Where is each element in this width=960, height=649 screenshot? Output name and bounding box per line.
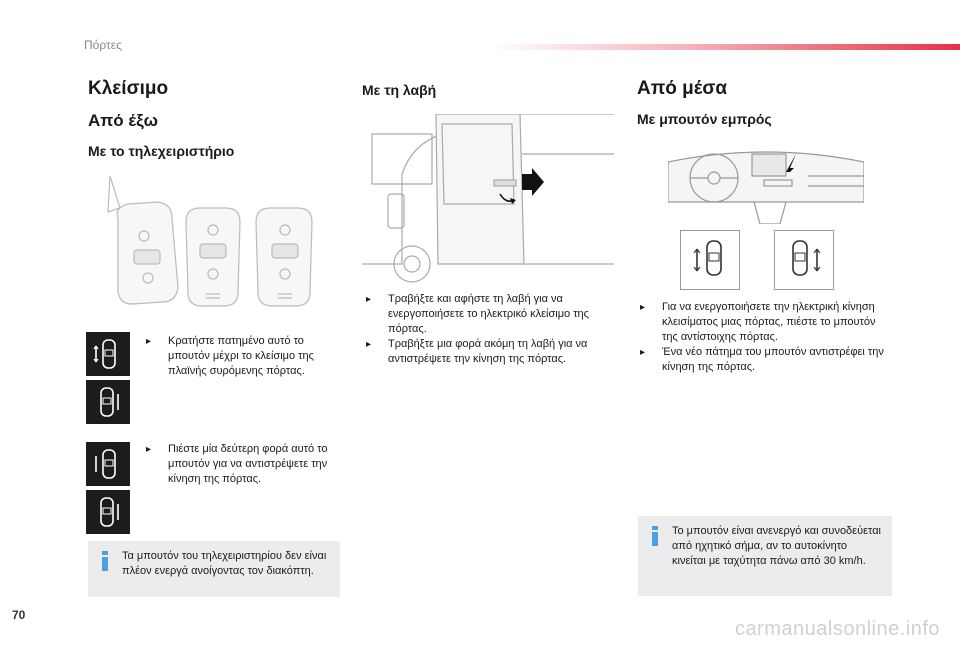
info-icon [650,526,660,546]
info-box-speed: Το μπουτόν είναι ανενεργό και συνοδεύεται από ηχητικό σήμα, αν το αυτοκίνητο κινείται με ταχύτητα πάνω από 30 km/h. [638,516,892,596]
door-handle-illustration [362,114,614,286]
heading-from-inside: Από μέσα [637,78,728,99]
list-item: ▸ Τραβήξτε και αφήστε τη λαβή για να ενεργοποιήσετε το ηλεκτρικό κλείσιμο της πόρτας. [366,293,589,335]
van-side-icon [362,114,614,286]
heading-closing: Κλείσιμο [88,78,169,99]
right-door-button-illustration [774,230,834,290]
section-title: Πόρτες [84,38,122,52]
remote-keys-illustration [88,168,340,318]
right-door-button-icon [775,231,833,289]
sliding-door-open-icon [86,442,130,486]
info-box-remote: Τα μπουτόν του τηλεχειριστηρίου δεν είναι πλέον ενεργά ανοίγοντας τον διακόπτη. [88,541,340,597]
heading-from-outside: Από έξω [88,111,159,130]
page-number: 70 [12,608,26,622]
heading-front-button: Με μπουτόν εμπρός [637,111,772,127]
list-item: ▸ Πιέστε μία δεύτερη φορά αυτό το μπουτόν για να αντιστρέψετε την κίνηση της πόρτας. [146,443,328,485]
dashboard-icon [668,142,864,224]
list-item: ▸ Για να ενεργοποιήσετε την ηλεκτρική κίνηση κλεισίματος μιας πόρτας, πιέστε το μπουτόν της αντίστοιχης πόρτας. [640,301,876,343]
list-item: ▸ Ένα νέο πάτημα του μπουτόν αντιστρέφει την κίνηση της πόρτας. [640,346,884,373]
heading-with-handle: Με τη λαβή [362,82,437,98]
bullet-list-handle [366,292,618,367]
list-item: ▸ Τραβήξτε μια φορά ακόμη τη λαβή για να αντιστρέψετε την κίνηση της πόρτας. [366,338,588,365]
bullet-list-front-button [640,300,892,375]
list-item: ▸ Κρατήστε πατημένο αυτό το μπουτόν μέχρι το κλείσιμο της πλαϊνής συρόμενης πόρτας. [146,335,314,377]
watermark: carmanualsonline.info [734,618,940,640]
left-door-button-illustration [680,230,740,290]
heading-remote-control: Με το τηλεχειριστήριο [88,143,235,159]
header-accent-bar [490,44,960,50]
dashboard-illustration [668,142,864,224]
left-door-button-icon [681,231,739,289]
bullet-list-press-again [146,442,340,487]
sliding-door-close-icon [86,380,130,424]
sliding-door-close-icon [86,490,130,534]
bullet-list-hold [146,334,338,379]
sliding-door-open-icon [86,332,130,376]
info-icon [100,551,110,571]
remote-keys-icon [88,168,340,318]
